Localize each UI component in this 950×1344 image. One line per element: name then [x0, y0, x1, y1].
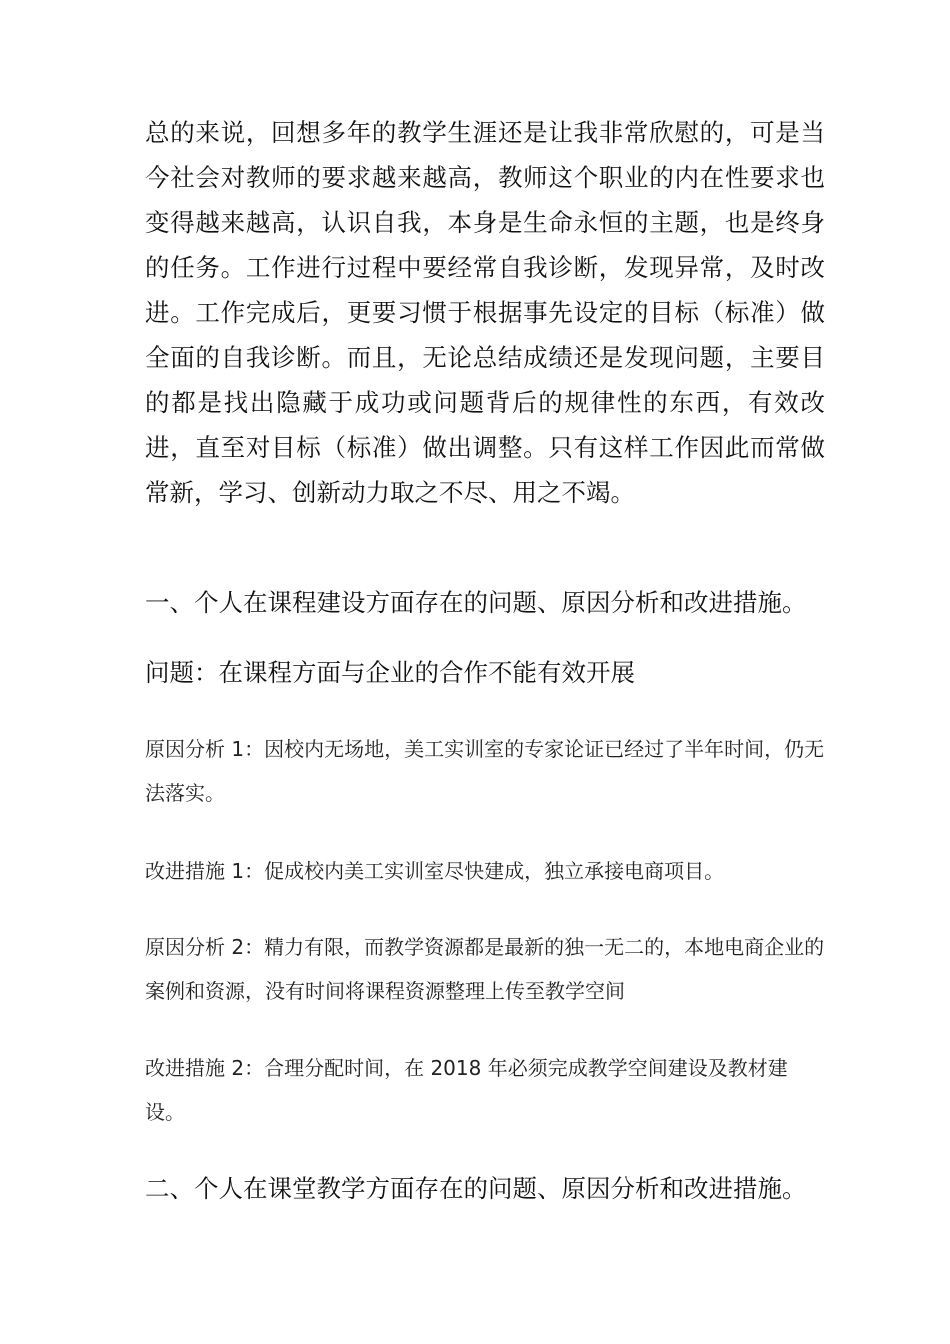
cause-analysis-1: 原因分析 1：因校内无场地，美工实训室的专家论证已经过了半年时间，仍无法落实。 — [145, 737, 825, 805]
cause-analysis-2: 原因分析 2：精力有限，而教学资源都是最新的独一无二的，本地电商企业的案例和资源，没有时间将课程资源整理上传至教学空间 — [145, 935, 825, 1003]
section-1-heading: 一、个人在课程建设方面存在的问题、原因分析和改进措施。 — [145, 588, 807, 617]
section-2-heading: 二、个人在课堂教学方面存在的问题、原因分析和改进措施。 — [145, 1174, 807, 1203]
intro-paragraph: 总的来说，回想多年的教学生涯还是让我非常欣慰的，可是当今社会对教师的要求越来越高，教师这个职业的内在性要求也变得越来越高，认识自我，本身是生命永恒的主题，也是终身的任务。工作进行过程中要经常自我诊断，发现异常，及时改进。工作完成后，更要习惯于根据事先设定的目标（标准）做全面的自我诊断。而且，无论总结成绩还是发现问题，主要目的都是找出隐藏于成功或问题背后的规律性的东西，有效改进，直至对目标（标准）做出调整。只有这样工作因此而常做常新，学习、创新动力取之不尽、用之不竭。 — [145, 118, 825, 507]
improvement-measure-1: 改进措施 1：促成校内美工实训室尽快建成，独立承接电商项目。 — [145, 859, 725, 883]
problem-heading: 问题：在课程方面与企业的合作不能有效开展 — [145, 658, 635, 687]
improvement-measure-2: 改进措施 2：合理分配时间，在 2018 年必须完成教学空间建设及教材建设。 — [145, 1056, 788, 1124]
